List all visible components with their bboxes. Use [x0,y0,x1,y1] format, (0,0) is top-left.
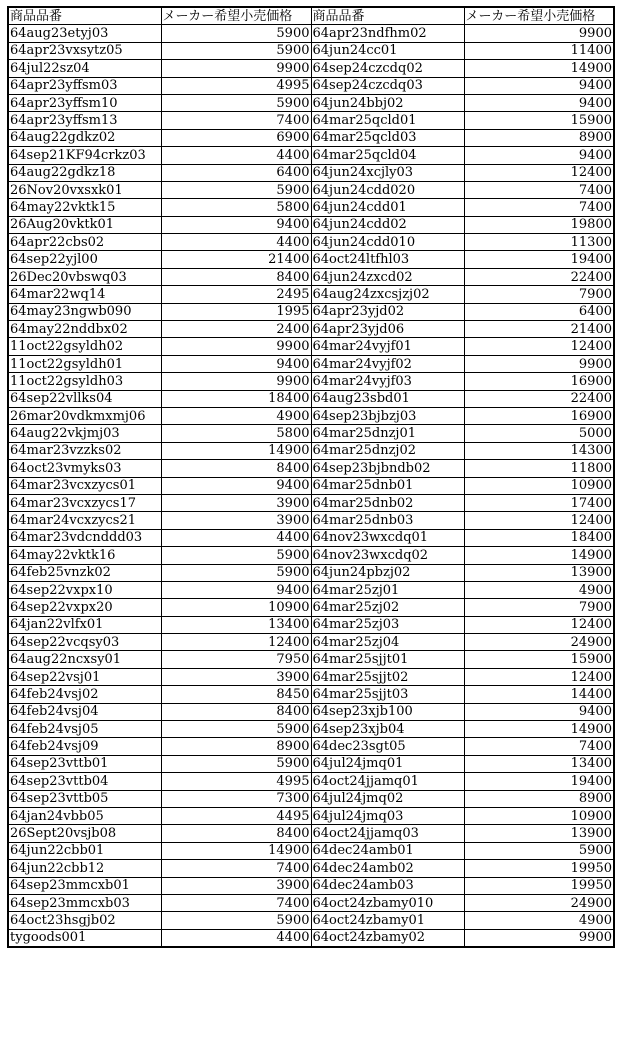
cell-msrp-right: 13900 [464,825,614,842]
cell-product-code-left: 64apr23yffsm10 [8,94,161,111]
cell-product-code-right: 64oct24zbamy010 [311,894,464,911]
cell-msrp-right: 7900 [464,286,614,303]
table-row [8,547,614,564]
table-row [8,825,614,842]
cell-msrp-left: 7400 [161,112,311,129]
header-product-code-left: 商品品番 [8,7,161,25]
cell-product-code-left: 64feb24vsj09 [8,738,161,755]
cell-msrp-right: 19400 [464,773,614,790]
cell-msrp-right: 12400 [464,512,614,529]
cell-msrp-left: 4495 [161,807,311,824]
header-msrp-right: メーカー希望小売価格 [464,7,614,25]
cell-msrp-right: 14400 [464,686,614,703]
cell-product-code-left: 64sep22vcqsy03 [8,634,161,651]
cell-product-code-left: 64sep23mmcxb01 [8,877,161,894]
cell-msrp-right: 24900 [464,894,614,911]
cell-product-code-right: 64jun24cdd020 [311,181,464,198]
cell-msrp-left: 21400 [161,251,311,268]
cell-product-code-left: 64may23ngwb090 [8,303,161,320]
table-row [8,494,614,511]
cell-msrp-left: 5900 [161,721,311,738]
table-row [8,129,614,146]
cell-msrp-left: 13400 [161,616,311,633]
cell-product-code-right: 64mar25dnb02 [311,494,464,511]
cell-msrp-left: 14900 [161,842,311,859]
table-row [8,529,614,546]
cell-product-code-left: 64sep22vxpx20 [8,599,161,616]
header-row [8,7,614,25]
cell-msrp-left: 3900 [161,668,311,685]
table-row [8,460,614,477]
cell-msrp-left: 2495 [161,286,311,303]
cell-msrp-left: 8400 [161,825,311,842]
cell-msrp-left: 5900 [161,181,311,198]
cell-msrp-left: 3900 [161,877,311,894]
cell-msrp-right: 7400 [464,181,614,198]
cell-msrp-left: 8900 [161,738,311,755]
table-row [8,25,614,42]
cell-product-code-right: 64sep23bjbndb02 [311,460,464,477]
cell-msrp-left: 12400 [161,634,311,651]
cell-product-code-right: 64sep24czcdq03 [311,77,464,94]
table-row [8,616,614,633]
cell-product-code-right: 64mar25zj04 [311,634,464,651]
cell-product-code-left: 64jun22cbb12 [8,860,161,877]
cell-product-code-right: 64apr23yjd02 [311,303,464,320]
table-row [8,94,614,111]
table-row [8,181,614,198]
cell-msrp-right: 19400 [464,251,614,268]
cell-product-code-left: 64jan24vbb05 [8,807,161,824]
cell-product-code-right: 64oct24jjamq01 [311,773,464,790]
cell-msrp-left: 4400 [161,234,311,251]
cell-msrp-right: 13400 [464,755,614,772]
table-row [8,373,614,390]
table-row [8,721,614,738]
cell-product-code-left: 64feb24vsj05 [8,721,161,738]
cell-product-code-left: 26mar20vdkmxmj06 [8,407,161,424]
cell-msrp-left: 7400 [161,860,311,877]
cell-product-code-right: 64mar25dnb01 [311,477,464,494]
cell-msrp-right: 14900 [464,547,614,564]
table-row [8,668,614,685]
cell-msrp-left: 9400 [161,477,311,494]
cell-msrp-right: 16900 [464,407,614,424]
table-row [8,877,614,894]
cell-product-code-left: 64feb24vsj04 [8,703,161,720]
cell-product-code-right: 64oct24ltfhl03 [311,251,464,268]
table-row [8,581,614,598]
cell-product-code-right: 64apr23yjd06 [311,321,464,338]
table-row [8,355,614,372]
cell-msrp-right: 7400 [464,738,614,755]
cell-msrp-right: 18400 [464,529,614,546]
cell-product-code-left: 64apr23vxsytz05 [8,42,161,59]
cell-product-code-right: 64oct24jjamq03 [311,825,464,842]
cell-msrp-left: 18400 [161,390,311,407]
table-row [8,199,614,216]
cell-msrp-left: 8400 [161,268,311,285]
cell-product-code-right: 64mar25sjjt03 [311,686,464,703]
cell-product-code-left: 26Sept20vsjb08 [8,825,161,842]
cell-msrp-left: 14900 [161,442,311,459]
cell-product-code-right: 64dec23sgt05 [311,738,464,755]
cell-product-code-left: tygoods001 [8,929,161,947]
cell-msrp-left: 8400 [161,703,311,720]
cell-msrp-right: 11800 [464,460,614,477]
cell-product-code-left: 11oct22gsyldh03 [8,373,161,390]
cell-product-code-left: 64jul22sz04 [8,60,161,77]
cell-msrp-left: 5800 [161,425,311,442]
table-row [8,286,614,303]
cell-product-code-right: 64mar25sjjt01 [311,651,464,668]
cell-product-code-right: 64oct24zbamy01 [311,912,464,929]
cell-msrp-right: 12400 [464,164,614,181]
cell-product-code-left: 64apr22cbs02 [8,234,161,251]
cell-product-code-right: 64jun24xcjly03 [311,164,464,181]
cell-msrp-right: 22400 [464,268,614,285]
cell-product-code-right: 64jul24jmq03 [311,807,464,824]
cell-product-code-right: 64aug24zxcsjzj02 [311,286,464,303]
cell-product-code-left: 64feb24vsj02 [8,686,161,703]
cell-msrp-right: 9400 [464,77,614,94]
cell-product-code-right: 64aug23sbd01 [311,390,464,407]
cell-product-code-left: 64apr23yffsm03 [8,77,161,94]
cell-msrp-right: 14900 [464,721,614,738]
table-row [8,234,614,251]
cell-product-code-left: 64feb25vnzk02 [8,564,161,581]
cell-msrp-left: 4995 [161,773,311,790]
cell-msrp-right: 12400 [464,338,614,355]
table-row [8,425,614,442]
cell-product-code-left: 64jun22cbb01 [8,842,161,859]
table-row [8,338,614,355]
cell-product-code-right: 64dec24amb03 [311,877,464,894]
cell-product-code-right: 64jun24cdd010 [311,234,464,251]
cell-product-code-right: 64sep24czcdq02 [311,60,464,77]
cell-msrp-right: 13900 [464,564,614,581]
cell-msrp-left: 5800 [161,199,311,216]
cell-product-code-right: 64mar25dnzj01 [311,425,464,442]
cell-product-code-left: 64mar24vcxzycs21 [8,512,161,529]
cell-msrp-left: 4400 [161,147,311,164]
table-row [8,42,614,59]
cell-msrp-left: 3900 [161,494,311,511]
table-row [8,147,614,164]
table-row [8,929,614,947]
cell-product-code-left: 26Nov20vxsxk01 [8,181,161,198]
cell-product-code-right: 64mar25zj01 [311,581,464,598]
cell-product-code-right: 64dec24amb01 [311,842,464,859]
cell-product-code-right: 64mar24vyjf02 [311,355,464,372]
table-body [8,25,614,947]
cell-msrp-right: 9400 [464,703,614,720]
cell-product-code-right: 64jul24jmq01 [311,755,464,772]
table-row [8,390,614,407]
cell-msrp-right: 5000 [464,425,614,442]
cell-product-code-left: 64oct23hsgjb02 [8,912,161,929]
cell-product-code-right: 64mar25zj03 [311,616,464,633]
cell-msrp-right: 7900 [464,599,614,616]
cell-msrp-right: 11300 [464,234,614,251]
cell-product-code-left: 64sep23vttb01 [8,755,161,772]
cell-msrp-left: 9900 [161,60,311,77]
cell-product-code-left: 64jan22vlfx01 [8,616,161,633]
cell-msrp-right: 15900 [464,651,614,668]
cell-product-code-left: 64mar23vzzks02 [8,442,161,459]
cell-product-code-left: 64sep22vllks04 [8,390,161,407]
cell-msrp-left: 4400 [161,929,311,947]
table-row [8,790,614,807]
cell-msrp-right: 14300 [464,442,614,459]
table-row [8,773,614,790]
table-row [8,321,614,338]
cell-msrp-left: 4400 [161,529,311,546]
cell-product-code-right: 64oct24zbamy02 [311,929,464,947]
table-row [8,894,614,911]
cell-msrp-left: 5900 [161,755,311,772]
cell-msrp-right: 4900 [464,581,614,598]
cell-msrp-right: 9900 [464,25,614,42]
cell-msrp-left: 5900 [161,547,311,564]
cell-product-code-left: 64aug23etyj03 [8,25,161,42]
cell-product-code-right: 64jun24pbzj02 [311,564,464,581]
cell-msrp-right: 10900 [464,477,614,494]
cell-msrp-left: 9900 [161,338,311,355]
cell-product-code-right: 64mar25dnb03 [311,512,464,529]
cell-msrp-left: 5900 [161,94,311,111]
cell-product-code-right: 64jun24cdd02 [311,216,464,233]
table-row [8,112,614,129]
table-row [8,216,614,233]
cell-msrp-left: 7300 [161,790,311,807]
cell-product-code-left: 11oct22gsyldh01 [8,355,161,372]
table-row [8,164,614,181]
cell-msrp-left: 7400 [161,894,311,911]
cell-msrp-right: 24900 [464,634,614,651]
table-row [8,60,614,77]
cell-msrp-right: 19800 [464,216,614,233]
table-row [8,686,614,703]
cell-product-code-right: 64jul24jmq02 [311,790,464,807]
table-row [8,303,614,320]
cell-product-code-left: 64aug22gdkz18 [8,164,161,181]
cell-msrp-right: 21400 [464,321,614,338]
cell-product-code-left: 64sep23vttb05 [8,790,161,807]
cell-msrp-left: 1995 [161,303,311,320]
cell-product-code-right: 64dec24amb02 [311,860,464,877]
cell-product-code-left: 64mar23vcxzycs01 [8,477,161,494]
cell-product-code-right: 64nov23wxcdq02 [311,547,464,564]
table-row [8,912,614,929]
cell-msrp-right: 19950 [464,877,614,894]
cell-product-code-left: 64aug22gdkz02 [8,129,161,146]
cell-msrp-left: 9400 [161,581,311,598]
cell-msrp-right: 9900 [464,929,614,947]
cell-product-code-left: 11oct22gsyldh02 [8,338,161,355]
table-row [8,842,614,859]
cell-msrp-right: 14900 [464,60,614,77]
table-row [8,251,614,268]
cell-msrp-right: 10900 [464,807,614,824]
table-row [8,564,614,581]
cell-product-code-right: 64jun24cdd01 [311,199,464,216]
cell-product-code-left: 64sep23mmcxb03 [8,894,161,911]
cell-product-code-left: 64oct23vmyks03 [8,460,161,477]
cell-msrp-right: 5900 [464,842,614,859]
cell-msrp-right: 6400 [464,303,614,320]
table-row [8,755,614,772]
cell-product-code-right: 64nov23wxcdq01 [311,529,464,546]
cell-product-code-right: 64sep23xjb100 [311,703,464,720]
cell-msrp-left: 5900 [161,25,311,42]
cell-msrp-right: 22400 [464,390,614,407]
cell-product-code-right: 64jun24cc01 [311,42,464,59]
header-msrp-left: メーカー希望小売価格 [161,7,311,25]
table-row [8,477,614,494]
table-row [8,599,614,616]
cell-product-code-right: 64mar25qcld01 [311,112,464,129]
table-row [8,512,614,529]
cell-msrp-left: 9400 [161,355,311,372]
cell-msrp-right: 4900 [464,912,614,929]
cell-msrp-left: 9400 [161,216,311,233]
price-table [7,6,615,948]
cell-product-code-left: 26Aug20vktk01 [8,216,161,233]
cell-product-code-left: 64apr23yffsm13 [8,112,161,129]
table-row [8,860,614,877]
cell-product-code-left: 64may22vktk16 [8,547,161,564]
cell-product-code-right: 64mar25sjjt02 [311,668,464,685]
cell-msrp-left: 2400 [161,321,311,338]
cell-product-code-left: 64sep21KF94crkz03 [8,147,161,164]
cell-msrp-right: 8900 [464,129,614,146]
cell-msrp-right: 8900 [464,790,614,807]
table-row [8,651,614,668]
cell-msrp-left: 4995 [161,77,311,94]
cell-msrp-right: 7400 [464,199,614,216]
cell-msrp-left: 8450 [161,686,311,703]
cell-msrp-left: 5900 [161,564,311,581]
cell-msrp-right: 9900 [464,355,614,372]
cell-product-code-left: 64mar23vdcnddd03 [8,529,161,546]
cell-msrp-right: 9400 [464,147,614,164]
table-row [8,703,614,720]
cell-msrp-right: 12400 [464,668,614,685]
cell-product-code-left: 64aug22vkjmj03 [8,425,161,442]
cell-msrp-left: 9900 [161,373,311,390]
table-row [8,738,614,755]
cell-product-code-left: 64sep22vxpx10 [8,581,161,598]
cell-msrp-right: 15900 [464,112,614,129]
cell-product-code-right: 64apr23ndfhm02 [311,25,464,42]
cell-msrp-right: 12400 [464,616,614,633]
cell-msrp-left: 5900 [161,42,311,59]
cell-msrp-right: 16900 [464,373,614,390]
cell-msrp-left: 3900 [161,512,311,529]
cell-msrp-right: 11400 [464,42,614,59]
cell-product-code-left: 64sep22vsj01 [8,668,161,685]
cell-msrp-left: 6900 [161,129,311,146]
cell-product-code-left: 64may22nddbx02 [8,321,161,338]
cell-product-code-right: 64mar25qcld04 [311,147,464,164]
cell-product-code-left: 64mar22wq14 [8,286,161,303]
cell-msrp-left: 5900 [161,912,311,929]
cell-product-code-left: 64may22vktk15 [8,199,161,216]
cell-msrp-left: 10900 [161,599,311,616]
cell-product-code-right: 64mar25qcld03 [311,129,464,146]
cell-msrp-right: 9400 [464,94,614,111]
cell-msrp-right: 19950 [464,860,614,877]
cell-product-code-left: 64aug22ncxsy01 [8,651,161,668]
cell-product-code-right: 64mar24vyjf01 [311,338,464,355]
cell-product-code-right: 64sep23xjb04 [311,721,464,738]
cell-product-code-right: 64mar24vyjf03 [311,373,464,390]
cell-product-code-left: 64mar23vcxzycs17 [8,494,161,511]
cell-msrp-right: 17400 [464,494,614,511]
table-row [8,268,614,285]
cell-product-code-right: 64jun24bbj02 [311,94,464,111]
cell-product-code-right: 64mar25dnzj02 [311,442,464,459]
table-row [8,442,614,459]
cell-msrp-left: 8400 [161,460,311,477]
cell-product-code-left: 26Dec20vbswq03 [8,268,161,285]
table-row [8,77,614,94]
cell-product-code-left: 64sep23vttb04 [8,773,161,790]
cell-product-code-right: 64jun24zxcd02 [311,268,464,285]
table-row [8,807,614,824]
table-row [8,634,614,651]
cell-msrp-left: 4900 [161,407,311,424]
cell-product-code-right: 64sep23bjbzj03 [311,407,464,424]
header-product-code-right: 商品品番 [311,7,464,25]
cell-msrp-left: 7950 [161,651,311,668]
cell-msrp-left: 6400 [161,164,311,181]
table-row [8,407,614,424]
cell-product-code-left: 64sep22yjl00 [8,251,161,268]
cell-product-code-right: 64mar25zj02 [311,599,464,616]
